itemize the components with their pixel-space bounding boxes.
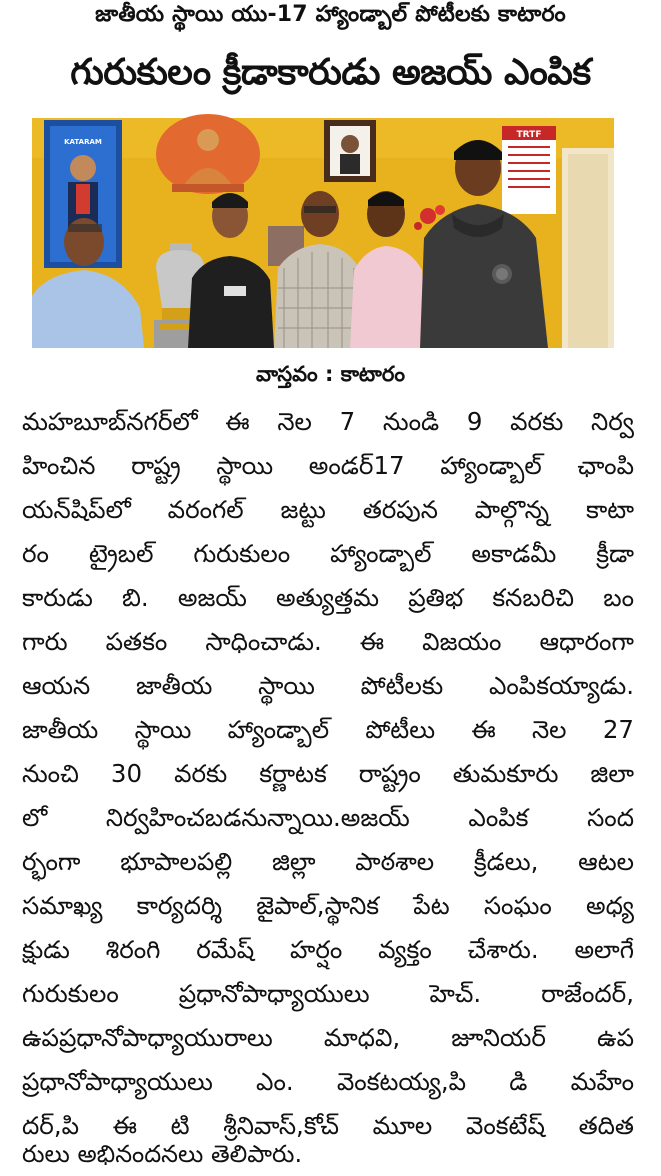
calendar-label: TRTF [516, 130, 542, 140]
body-line: ర్భంగా భూపాలపల్లి జిల్లా పాఠశాల క్రీడలు, ఆటల [22, 847, 634, 876]
photo-caption: వాస్తవం : కాటారం [256, 362, 405, 386]
wall-calendar [502, 126, 556, 214]
body-line: రం ట్రైబల్ గురుకులం హ్యాండ్బాల్ అకాడమీ క్రీడా [22, 539, 634, 568]
body-line-cut: రులు అభినందనలు తెలిపారు. [22, 1140, 303, 1168]
article-kicker: జాతీయ స్థాయి యు-17 హ్యాండ్బాల్ పోటీలకు కాటారం [95, 2, 566, 27]
body-line: గురుకులం ప్రధానోపాధ్యాయులు హెచ్. రాజేందర్, [22, 979, 634, 1008]
body-line: దర్,పి ఈ టి శ్రీనివాస్,కోచ్ మూల వెంకటేష్ తదిత [22, 1111, 634, 1140]
body-line: ఆయన జాతీయ స్థాయి పోటీలకు ఎంపికయ్యాడు. [22, 671, 634, 700]
body-line: ఉపప్రధానోపాధ్యాయురాలు మాధవి, జూనియర్ ఉప [22, 1023, 634, 1052]
body-line: యన్‌షిప్‌లో వరంగల్ జట్టు తరపున పాల్గొన్న కాటా [22, 495, 634, 524]
article-headline: గురుకులం క్రీడాకారుడు అజయ్ ఎంపిక [70, 52, 591, 93]
poster-sign: KATARAM [64, 138, 102, 146]
photo-illustration [32, 118, 614, 348]
body-line: గారు పతకం సాధించాడు. ఈ విజయం ఆధారంగా [22, 627, 634, 656]
body-line: ప్రధానోపాధ్యాయులు ఎం. వెంకటయ్య,పి డి మహేం [22, 1067, 634, 1096]
article-photo [32, 118, 614, 348]
body-line: సమాఖ్య కార్యదర్శి జైపాల్,స్థానిక పేట సంఘం అధ్య [22, 891, 634, 920]
body-line: కారుడు బి. అజయ్ అత్యుత్తమ ప్రతిభ కనబరిచి బం [22, 583, 634, 612]
framed-portrait [324, 120, 376, 182]
buddha-poster [156, 114, 260, 194]
body-line: హించిన రాష్ట్ర స్థాయి అండర్17 హ్యాండ్బాల్ ఛాంపి [22, 451, 634, 480]
body-line: క్షుడు శిరంగి రమేష్ హర్షం వ్యక్తం చేశారు. అలాగే [22, 935, 634, 964]
body-line: లో నిర్వహించబడనున్నాయి.అజయ్ ఎంపిక సంద [22, 803, 634, 832]
body-line: జాతీయ స్థాయి హ్యాండ్బాల్ పోటీలు ఈ నెల 27 [22, 715, 634, 744]
body-line: మహబూబ్‌నగర్‌లో ఈ నెల 7 నుండి 9 వరకు నిర్వ [22, 407, 634, 436]
body-line: నుంచి 30 వరకు కర్ణాటక రాష్ట్రం తుమకూరు జిలా [22, 759, 634, 788]
